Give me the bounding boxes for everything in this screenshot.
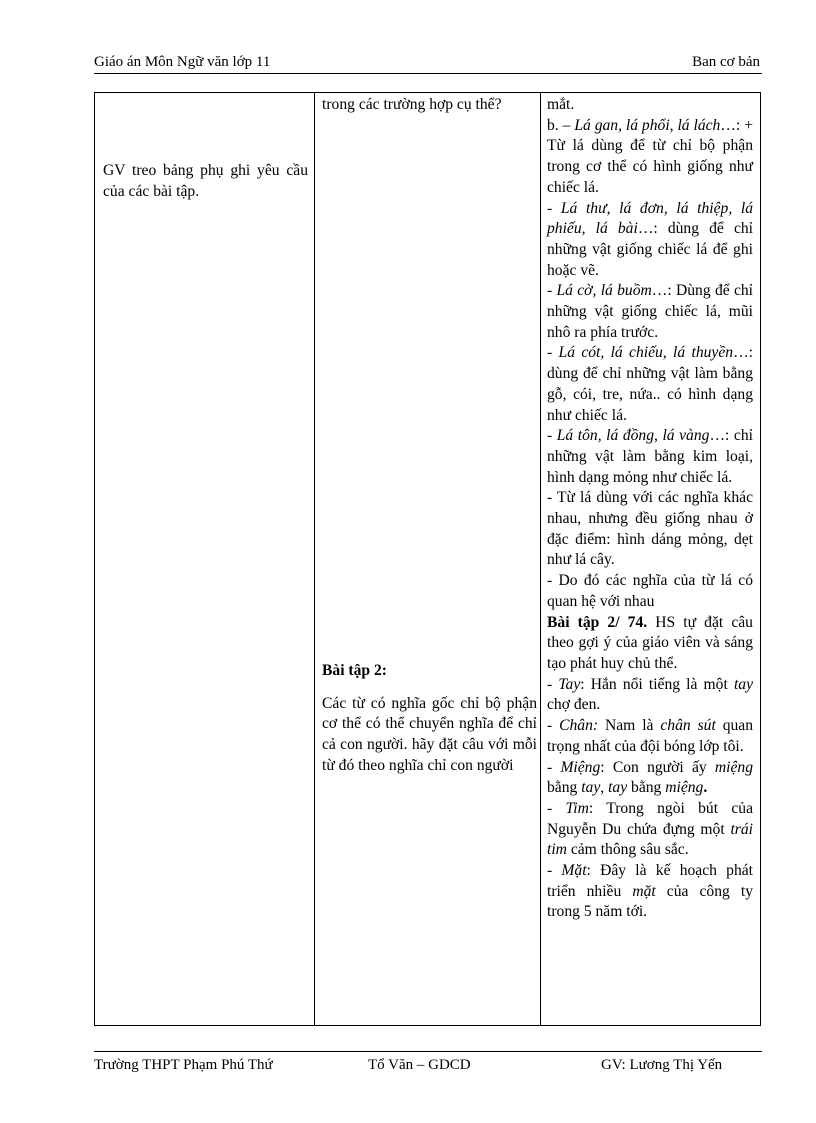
answer-line-mat: mắt. bbox=[547, 96, 575, 113]
answer-b: b. – Lá gan, lá phổi, lá lách…: + Từ lá dùng để từ chỉ bộ phận trong cơ thể có hình giống như chiếc lá. bbox=[547, 116, 753, 196]
exercise-2-74: Bài tập 2/ 74. HS tự đặt câu theo gợi ý của giáo viên và sáng tạo phát huy chủ thể. bbox=[547, 613, 753, 672]
header-right: Ban cơ bản bbox=[692, 54, 760, 70]
example-mat: - Mặt: Đây là kế hoạch phát triển nhiều mặt của công ty trong 5 năm tới. bbox=[547, 862, 754, 921]
answer-cell bbox=[547, 95, 753, 923]
column-divider-1 bbox=[314, 93, 315, 1025]
answer-dash-5: - Từ lá dùng với các nghĩa khác nhau, nhưng đều giống nhau ở đặc điểm: hình dáng mỏng, dẹt như lá cây. bbox=[547, 489, 753, 569]
teacher-activity-cell bbox=[103, 161, 308, 202]
page-header bbox=[94, 52, 762, 74]
example-mieng: - Miệng: Con người ấy miệng bằng tay, tay bằng miệng. bbox=[547, 758, 754, 797]
example-tim: - Tim: Trong ngòi bút của Nguyễn Du chứa đựng một trái tim cảm thông sâu sắc. bbox=[547, 799, 753, 859]
lesson-table bbox=[94, 92, 761, 1026]
example-tay: - Tay: Hắn nổi tiếng là một tay chợ đen. bbox=[547, 675, 753, 714]
footer-department: Tổ Văn – GDCD bbox=[368, 1057, 471, 1073]
answer-dash-3: - Lá cót, lá chiếu, lá thuyền…: dùng để chỉ những vật làm bằng gỗ, cói, tre, nứa.. có hình dạng như chiếc lá. bbox=[547, 344, 754, 424]
column-divider-2 bbox=[540, 93, 541, 1025]
exercise-2-cell bbox=[322, 661, 537, 777]
exercise-2-heading: Bài tập 2: bbox=[322, 662, 387, 679]
exercise-2-body: Các từ có nghĩa gốc chỉ bộ phận cơ thể có thể chuyển nghĩa để chỉ cả con người. hãy đặt câu với mỗi từ đó theo nghĩa chỉ con người bbox=[322, 694, 537, 774]
header-left: Giáo án Môn Ngữ văn lớp 11 bbox=[94, 54, 271, 70]
teacher-activity-text: GV treo bảng phụ ghi yêu cầu của các bài tập. bbox=[103, 162, 308, 200]
answer-dash-2: - Lá cờ, lá buồm…: Dùng để chỉ những vật giống chiếc lá, mũi nhô ra phía trước. bbox=[547, 282, 754, 341]
answer-dash-4: - Lá tôn, lá đồng, lá vàng…: chỉ những vật làm bằng kim loại, hình dạng mỏng như chiếc lá. bbox=[547, 427, 753, 486]
answer-dash-6: - Do đó các nghĩa của từ lá có quan hệ với nhau bbox=[547, 572, 753, 610]
page-footer bbox=[94, 1051, 762, 1073]
question-cell-top bbox=[322, 95, 537, 116]
answer-dash-1: - Lá thư, lá đơn, lá thiệp, lá phiếu, lá bài…: dùng để chỉ những vật giống chiếc lá để ghi hoặc vẽ. bbox=[547, 199, 753, 279]
spacer bbox=[322, 682, 537, 694]
question-continuation: trong các trường hợp cụ thể? bbox=[322, 96, 502, 113]
example-chan: - Chân: Nam là chân sút quan trọng nhất của đội bóng lớp tôi. bbox=[547, 717, 754, 755]
footer-teacher: GV: Lương Thị Yến bbox=[601, 1057, 723, 1073]
footer-school: Trường THPT Phạm Phú Thứ bbox=[94, 1057, 273, 1073]
